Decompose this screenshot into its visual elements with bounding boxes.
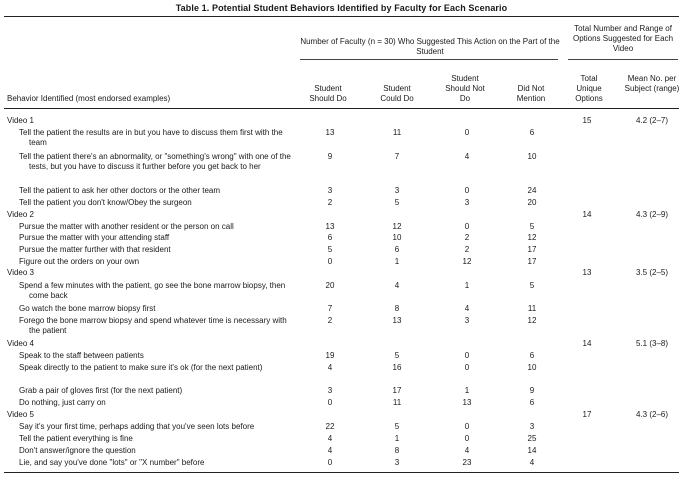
could-do-value: 7 bbox=[394, 152, 400, 161]
behavior-item: Say it's your first time, perhaps adding that you've seen lots before bbox=[19, 422, 255, 431]
did-not-mention-value: 12 bbox=[527, 316, 537, 325]
did-not-mention-value: 9 bbox=[529, 386, 535, 395]
video-label: Video 4 bbox=[7, 339, 34, 348]
did-not-mention-value: 17 bbox=[527, 245, 537, 254]
should-do-value: 4 bbox=[327, 446, 333, 455]
mean-range-value: 4.3 (2–9) bbox=[635, 210, 669, 219]
could-do-value: 5 bbox=[394, 422, 400, 431]
video-label: Video 5 bbox=[7, 410, 34, 419]
should-not-do-value: 2 bbox=[464, 233, 470, 242]
behavior-item: Don't answer/ignore the question bbox=[19, 446, 136, 455]
could-do-value: 1 bbox=[394, 257, 400, 266]
should-do-value: 0 bbox=[327, 458, 333, 467]
mean-range-value: 4.3 (2–6) bbox=[635, 410, 669, 419]
behavior-item: Speak directly to the patient to make sure it's ok (for the next patient) bbox=[19, 363, 263, 372]
did-not-mention-value: 6 bbox=[529, 398, 535, 407]
group-header-faculty: Number of Faculty (n = 30) Who Suggested This Action on the Part of the Student bbox=[300, 37, 560, 56]
could-do-value: 6 bbox=[394, 245, 400, 254]
total-unique-value: 17 bbox=[582, 410, 592, 419]
should-do-value: 4 bbox=[327, 363, 333, 372]
behavior-item: Forego the bone marrow biopsy and spend whatever time is necessary with the patient bbox=[19, 316, 287, 335]
did-not-mention-value: 10 bbox=[527, 152, 537, 161]
could-do-value: 8 bbox=[394, 304, 400, 313]
could-do-value: 10 bbox=[392, 233, 402, 242]
could-do-value: 16 bbox=[392, 363, 402, 372]
should-do-value: 3 bbox=[327, 186, 333, 195]
should-do-value: 7 bbox=[327, 304, 333, 313]
behavior-item: Pursue the matter further with that resident bbox=[19, 245, 171, 254]
total-unique-value: 14 bbox=[582, 339, 592, 348]
behavior-item: Spend a few minutes with the patient, go see the bone marrow biopsy, then come back bbox=[19, 281, 286, 300]
behavior-item: Tell the patient there's an abnormality, or "something's wrong" with one of the tests, but you have to discuss it further before you get back to her bbox=[19, 152, 291, 171]
should-do-value: 6 bbox=[327, 233, 333, 242]
group-rule-options bbox=[568, 59, 678, 60]
should-do-value: 0 bbox=[327, 398, 333, 407]
should-not-do-value: 3 bbox=[464, 316, 470, 325]
should-do-value: 9 bbox=[327, 152, 333, 161]
behavior-item: Pursue the matter with your attending staff bbox=[19, 233, 170, 242]
did-not-mention-value: 5 bbox=[529, 281, 535, 290]
could-do-value: 5 bbox=[394, 198, 400, 207]
should-do-value: 0 bbox=[327, 257, 333, 266]
behavior-item: Tell the patient to ask her other doctors or the other team bbox=[19, 186, 220, 195]
behavior-item: Do nothing, just carry on bbox=[19, 398, 106, 407]
did-not-mention-value: 3 bbox=[529, 422, 535, 431]
did-not-mention-value: 17 bbox=[527, 257, 537, 266]
behavior-item: Lie, and say you've done "lots" or "X number" before bbox=[19, 458, 205, 467]
behavior-item: Pursue the matter with another resident or the person on call bbox=[19, 222, 234, 231]
col-header-could-do: Student Could Do bbox=[380, 84, 414, 103]
col-header-should-not-do: Student Should Not Do bbox=[445, 74, 485, 103]
could-do-value: 11 bbox=[392, 398, 402, 407]
should-not-do-value: 0 bbox=[464, 422, 470, 431]
should-do-value: 2 bbox=[327, 198, 333, 207]
group-rule-faculty bbox=[300, 59, 558, 60]
video-label: Video 3 bbox=[7, 268, 34, 277]
could-do-value: 3 bbox=[394, 458, 400, 467]
should-do-value: 13 bbox=[325, 222, 335, 231]
col-header-did-not-mention: Did Not Mention bbox=[516, 84, 546, 103]
did-not-mention-value: 25 bbox=[527, 434, 537, 443]
behavior-item: Tell the patient the results are in but you have to discuss them first with the team bbox=[19, 128, 283, 147]
should-not-do-value: 12 bbox=[462, 257, 472, 266]
did-not-mention-value: 20 bbox=[527, 198, 537, 207]
should-not-do-value: 0 bbox=[464, 186, 470, 195]
col-header-behavior: Behavior Identified (most endorsed examples) bbox=[7, 94, 171, 103]
total-unique-value: 15 bbox=[582, 116, 592, 125]
could-do-value: 5 bbox=[394, 351, 400, 360]
behavior-item: Tell the patient everything is fine bbox=[19, 434, 133, 443]
should-do-value: 20 bbox=[325, 281, 335, 290]
did-not-mention-value: 4 bbox=[529, 458, 535, 467]
should-not-do-value: 2 bbox=[464, 245, 470, 254]
behavior-item: Figure out the orders on your own bbox=[19, 257, 140, 266]
should-not-do-value: 0 bbox=[464, 128, 470, 137]
did-not-mention-value: 12 bbox=[527, 233, 537, 242]
did-not-mention-value: 6 bbox=[529, 128, 535, 137]
could-do-value: 8 bbox=[394, 446, 400, 455]
behavior-item: Go watch the bone marrow biopsy first bbox=[19, 304, 156, 313]
did-not-mention-value: 14 bbox=[527, 446, 537, 455]
should-not-do-value: 0 bbox=[464, 363, 470, 372]
should-not-do-value: 0 bbox=[464, 351, 470, 360]
col-header-total-unique: Total Unique Options bbox=[575, 74, 603, 103]
should-not-do-value: 4 bbox=[464, 152, 470, 161]
did-not-mention-value: 5 bbox=[529, 222, 535, 231]
should-not-do-value: 4 bbox=[464, 446, 470, 455]
should-not-do-value: 0 bbox=[464, 434, 470, 443]
should-do-value: 19 bbox=[325, 351, 335, 360]
video-label: Video 1 bbox=[7, 116, 34, 125]
should-do-value: 13 bbox=[325, 128, 335, 137]
should-do-value: 3 bbox=[327, 386, 333, 395]
did-not-mention-value: 24 bbox=[527, 186, 537, 195]
mean-range-value: 3.5 (2–5) bbox=[635, 268, 669, 277]
should-do-value: 2 bbox=[327, 316, 333, 325]
mean-range-value: 5.1 (3–8) bbox=[635, 339, 669, 348]
table-title: Table 1. Potential Student Behaviors Identified by Faculty for Each Scenario bbox=[175, 3, 508, 13]
mean-range-value: 4.2 (2–7) bbox=[635, 116, 669, 125]
top-rule bbox=[4, 16, 679, 17]
should-not-do-value: 4 bbox=[464, 304, 470, 313]
should-not-do-value: 3 bbox=[464, 198, 470, 207]
col-header-should-do: Student Should Do bbox=[309, 84, 347, 103]
video-label: Video 2 bbox=[7, 210, 34, 219]
should-not-do-value: 23 bbox=[462, 458, 472, 467]
should-not-do-value: 13 bbox=[462, 398, 472, 407]
total-unique-value: 13 bbox=[582, 268, 592, 277]
behavior-item: Tell the patient you don't know/Obey the surgeon bbox=[19, 198, 192, 207]
could-do-value: 3 bbox=[394, 186, 400, 195]
did-not-mention-value: 11 bbox=[527, 304, 537, 313]
could-do-value: 17 bbox=[392, 386, 402, 395]
bottom-rule bbox=[4, 472, 679, 473]
behavior-item: Grab a pair of gloves first (for the next patient) bbox=[19, 386, 183, 395]
could-do-value: 12 bbox=[392, 222, 402, 231]
should-do-value: 4 bbox=[327, 434, 333, 443]
should-not-do-value: 0 bbox=[464, 222, 470, 231]
did-not-mention-value: 6 bbox=[529, 351, 535, 360]
could-do-value: 13 bbox=[392, 316, 402, 325]
total-unique-value: 14 bbox=[582, 210, 592, 219]
did-not-mention-value: 10 bbox=[527, 363, 537, 372]
could-do-value: 4 bbox=[394, 281, 400, 290]
should-do-value: 22 bbox=[325, 422, 335, 431]
header-rule bbox=[4, 108, 679, 109]
should-do-value: 5 bbox=[327, 245, 333, 254]
behavior-item: Speak to the staff between patients bbox=[19, 351, 144, 360]
could-do-value: 1 bbox=[394, 434, 400, 443]
col-header-mean: Mean No. per Subject (range) bbox=[624, 74, 680, 93]
could-do-value: 11 bbox=[392, 128, 402, 137]
should-not-do-value: 1 bbox=[464, 281, 470, 290]
should-not-do-value: 1 bbox=[464, 386, 470, 395]
group-header-options: Total Number and Range of Options Suggested for Each Video bbox=[572, 24, 674, 53]
